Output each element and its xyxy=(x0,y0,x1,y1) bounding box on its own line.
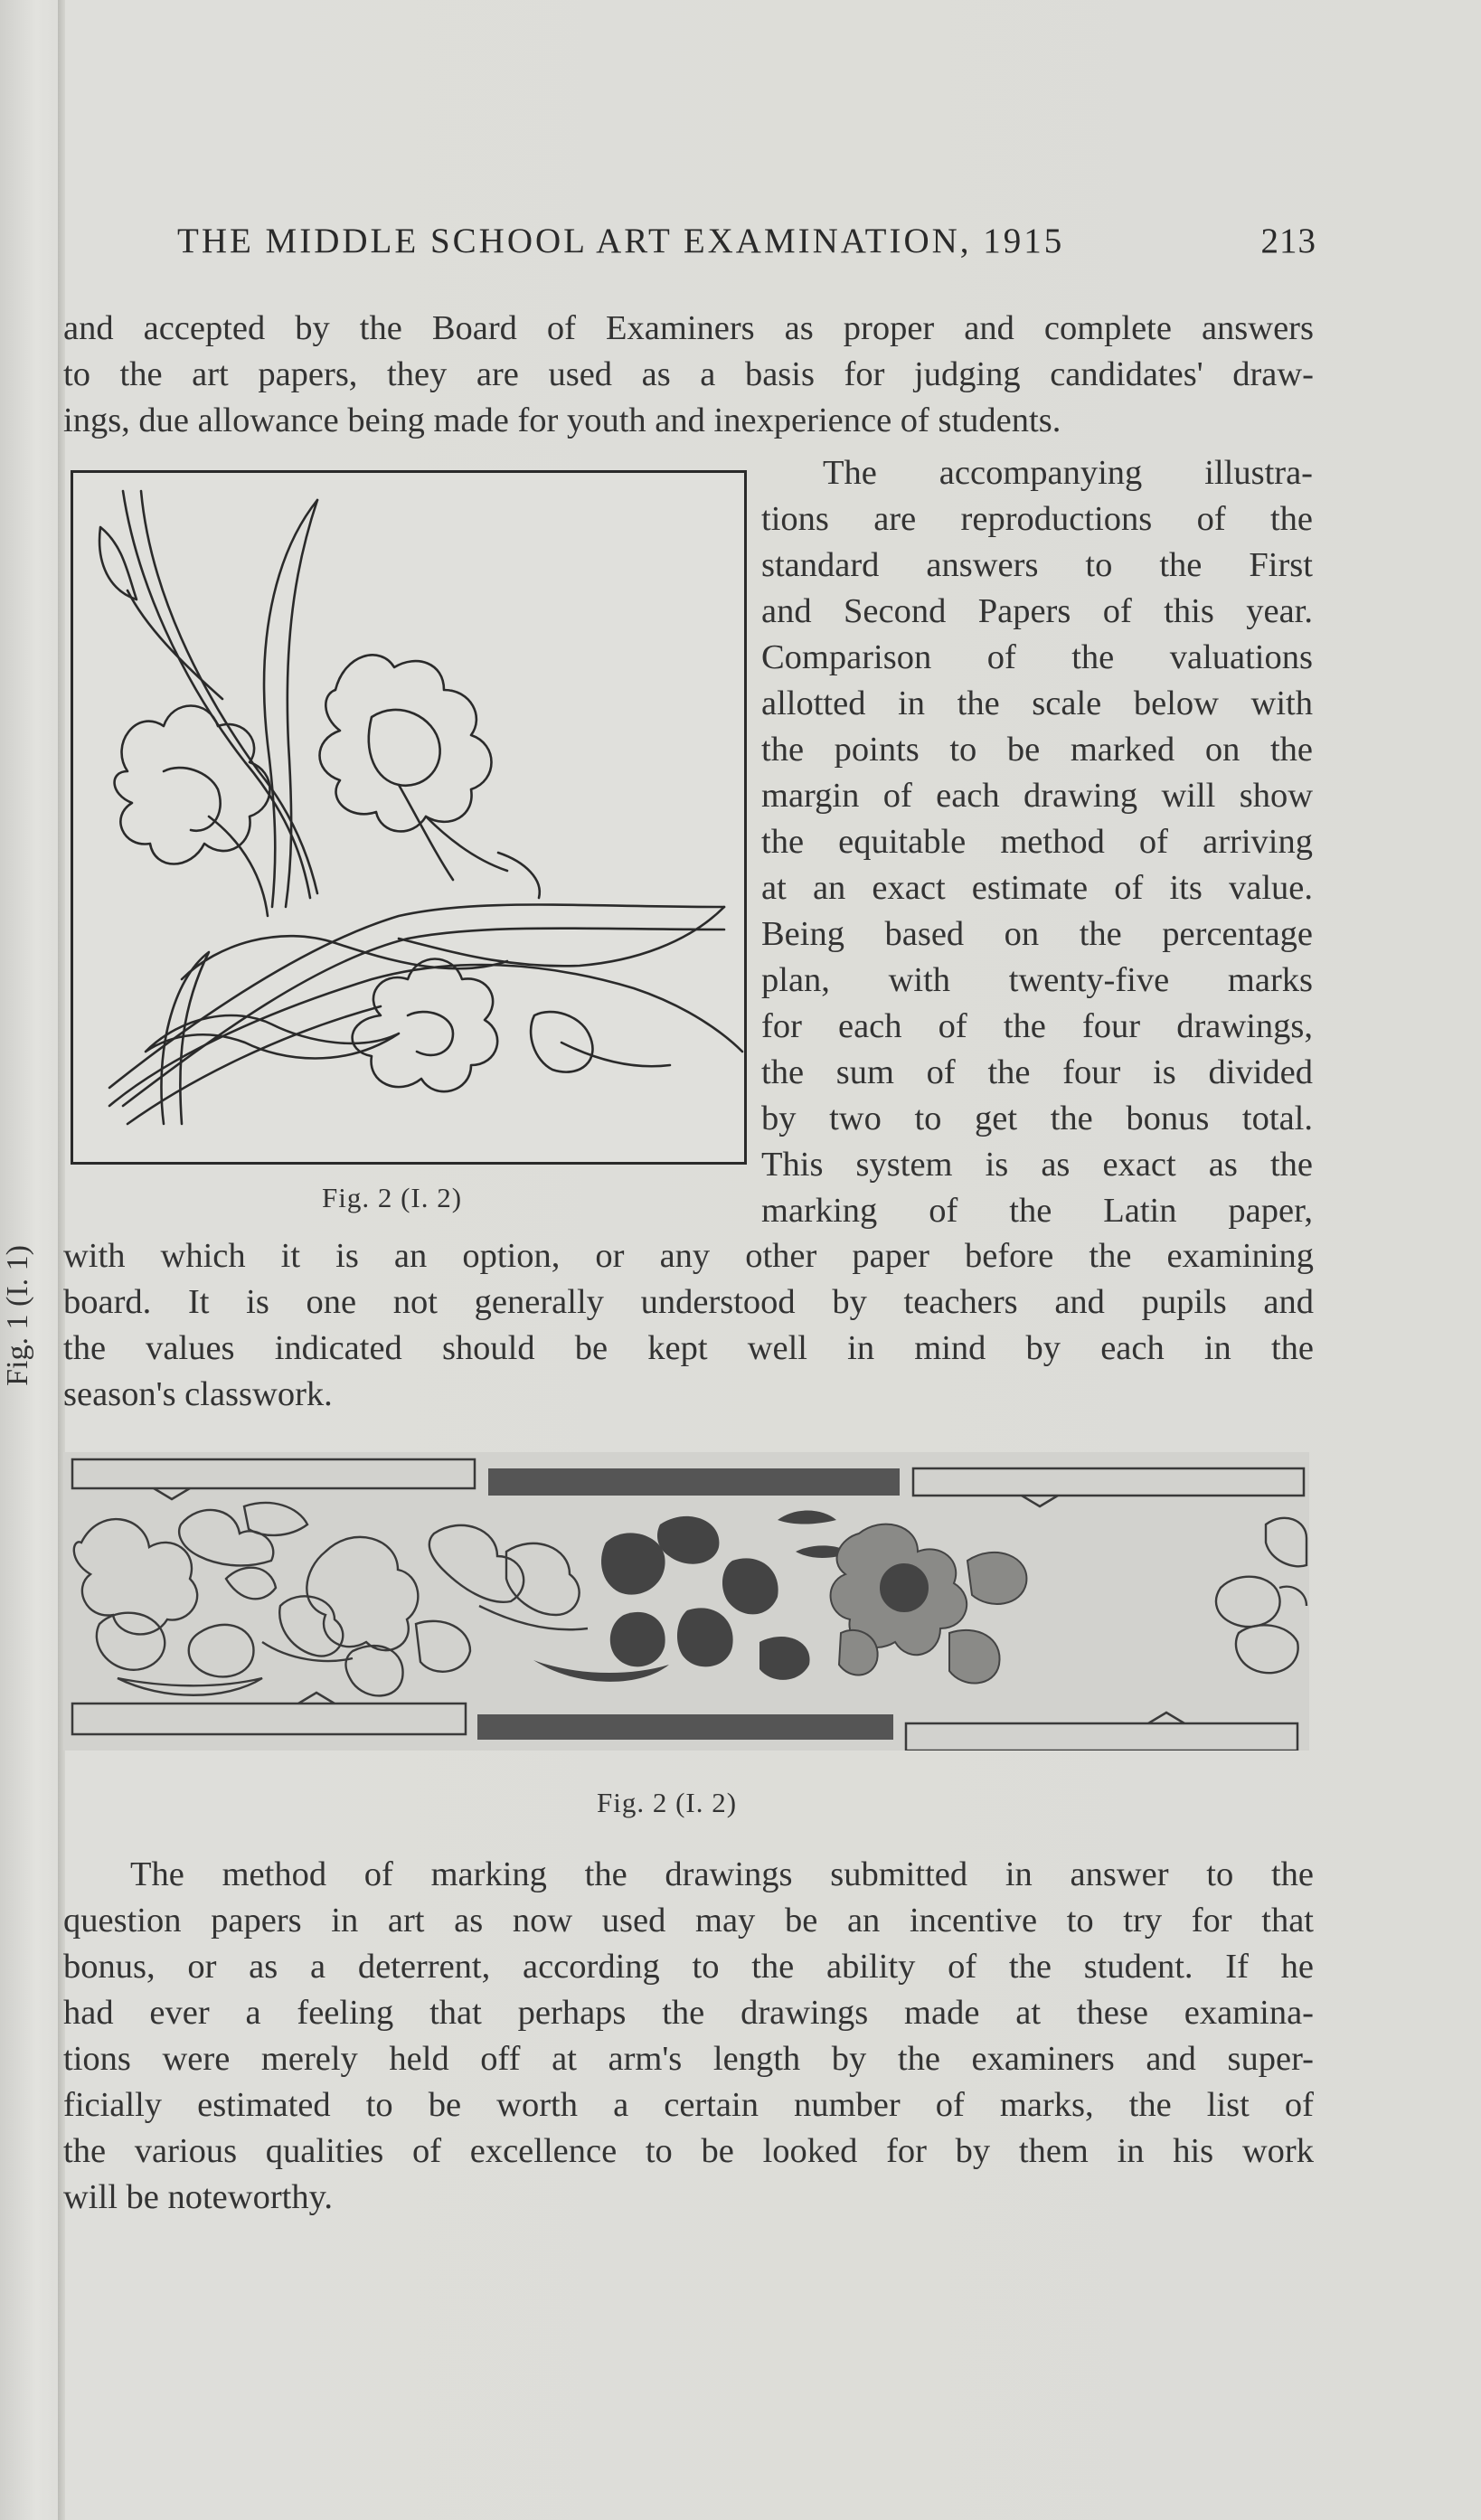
text-line: by two to get the bonus total. xyxy=(761,1100,1313,1137)
text-line: Comparison of the valuations xyxy=(761,638,1313,676)
text-line: ings, due allowance being made for youth and inexperience of students. xyxy=(63,401,1061,439)
text-line: Being based on the percentage xyxy=(761,915,1313,953)
daffodil-drawing-figure xyxy=(71,470,747,1165)
side-caption-text: Fig. 1 (I. 1) xyxy=(1,1245,34,1386)
figure-1-caption: Fig. 2 (I. 2) xyxy=(322,1182,463,1213)
text-line: bonus, or as a deterrent, according to the ability of the student. If he xyxy=(63,1948,1314,1986)
border-design-figure xyxy=(63,1452,1309,1751)
text-line: the various qualities of excellence to be looked for by them in his work xyxy=(63,2132,1314,2170)
page-number: 213 xyxy=(1260,222,1316,260)
text-line: plan, with twenty-five marks xyxy=(761,961,1313,999)
paragraph-2-full xyxy=(63,1233,1314,1464)
text-line: board. It is one not generally understood by teachers and pupils and xyxy=(63,1283,1314,1321)
paragraph-3 xyxy=(63,1852,1314,2267)
text-line: and accepted by the Board of Examiners as proper and complete answers xyxy=(63,309,1314,347)
text-line: question papers in art as now used may be an incentive to try for that xyxy=(63,1902,1314,1940)
text-line: The method of marking the drawings submitted in answer to the xyxy=(130,1855,1314,1893)
text-line: margin of each drawing will show xyxy=(761,777,1313,815)
text-line: the equitable method of arriving xyxy=(761,823,1313,861)
text-line: This system is as exact as the xyxy=(761,1146,1313,1184)
figure-2-caption: Fig. 2 (I. 2) xyxy=(597,1787,738,1818)
border-design xyxy=(63,1452,1309,1751)
text-line: tions are reproductions of the xyxy=(761,500,1313,538)
paragraph-2-side xyxy=(761,450,1313,1280)
running-head xyxy=(177,221,1316,261)
text-line: marking of the Latin paper, xyxy=(761,1192,1313,1230)
text-line: and Second Papers of this year. xyxy=(761,592,1313,630)
daffodil-drawing xyxy=(73,473,744,1162)
text-line: standard answers to the First xyxy=(761,546,1313,584)
text-line: allotted in the scale below with xyxy=(761,684,1313,722)
text-line: had ever a feeling that perhaps the drawings made at these examina- xyxy=(63,1994,1314,2032)
text-line: tions were merely held off at arm's length by the examiners and super- xyxy=(63,2040,1314,2078)
text-line: the values indicated should be kept well in mind by each in the xyxy=(63,1329,1314,1367)
text-line: ficially estimated to be worth a certain number of marks, the list of xyxy=(63,2086,1314,2124)
text-line: season's classwork. xyxy=(63,1375,333,1413)
text-line: The accompanying illustra- xyxy=(823,454,1313,492)
text-line: at an exact estimate of its value. xyxy=(761,869,1313,907)
side-caption xyxy=(0,1203,36,1429)
running-head-title: THE MIDDLE SCHOOL ART EXAMINATION, 1915 xyxy=(177,222,1065,260)
text-line: to the art papers, they are used as a basis for judging candidates' draw- xyxy=(63,355,1314,393)
text-line: the sum of the four is divided xyxy=(761,1053,1313,1091)
text-line: will be noteworthy. xyxy=(63,2178,333,2216)
text-line: for each of the four drawings, xyxy=(761,1007,1313,1045)
text-line: the points to be marked on the xyxy=(761,731,1313,769)
text-line: with which it is an option, or any other paper before the examining xyxy=(63,1237,1314,1275)
